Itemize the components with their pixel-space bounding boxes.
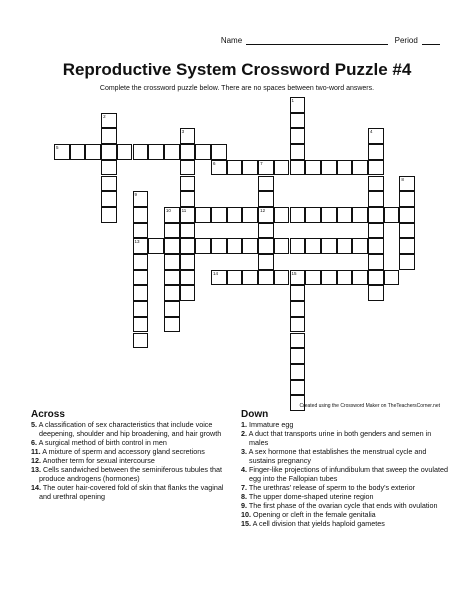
crossword-cell[interactable]: [290, 380, 306, 396]
crossword-cell[interactable]: [211, 270, 227, 286]
clue-number: 2.: [241, 429, 247, 438]
crossword-cell[interactable]: [399, 207, 415, 223]
crossword-cell[interactable]: [399, 223, 415, 239]
clue-number: 15.: [241, 519, 251, 528]
crossword-cell[interactable]: [242, 238, 258, 254]
crossword-cell[interactable]: [290, 301, 306, 317]
crossword-cell[interactable]: [180, 285, 196, 301]
clue-text: A duct that transports urine in both genders and semen in males: [247, 429, 432, 447]
crossword-cell[interactable]: [133, 301, 149, 317]
clue-number: 10.: [241, 510, 251, 519]
crossword-cell[interactable]: [133, 144, 149, 160]
crossword-cell[interactable]: [101, 113, 117, 129]
clue-text: Immature egg: [247, 420, 294, 429]
crossword-cell[interactable]: [321, 270, 337, 286]
crossword-cell[interactable]: [290, 144, 306, 160]
crossword-cell[interactable]: [133, 223, 149, 239]
crossword-cell[interactable]: [54, 144, 70, 160]
crossword-cell[interactable]: [274, 160, 290, 176]
crossword-cell[interactable]: [133, 285, 149, 301]
crossword-cell[interactable]: [164, 317, 180, 333]
across-heading: Across: [31, 409, 65, 420]
crossword-cell[interactable]: [133, 238, 149, 254]
crossword-cell[interactable]: [290, 160, 306, 176]
clue-text: A sex hormone that establishes the menstrual cycle and sustains pregnancy: [247, 447, 427, 465]
cell-number: 1: [291, 98, 295, 103]
crossword-cell[interactable]: [227, 238, 243, 254]
crossword-cell[interactable]: [227, 270, 243, 286]
down-heading: Down: [241, 409, 269, 420]
down-clue: [241, 429, 451, 447]
crossword-cell[interactable]: [164, 285, 180, 301]
crossword-cell[interactable]: [211, 238, 227, 254]
crossword-cell[interactable]: [368, 128, 384, 144]
crossword-cell[interactable]: [368, 223, 384, 239]
crossword-cell[interactable]: [101, 128, 117, 144]
clue-text: The first phase of the ovarian cycle that ends with ovulation: [247, 501, 438, 510]
crossword-cell[interactable]: [305, 207, 321, 223]
clue-number: 12.: [31, 456, 41, 465]
crossword-cell[interactable]: [274, 207, 290, 223]
page-title: Reproductive System Crossword Puzzle #4: [62, 60, 412, 79]
crossword-cell[interactable]: [258, 191, 274, 207]
crossword-cell[interactable]: [242, 207, 258, 223]
cell-number: 9: [134, 192, 138, 198]
crossword-cell[interactable]: [180, 270, 196, 286]
crossword-cell[interactable]: [290, 364, 306, 380]
crossword-cell[interactable]: [368, 238, 384, 254]
crossword-cell[interactable]: [133, 317, 149, 333]
cell-number: 14: [213, 270, 219, 276]
crossword-cell[interactable]: [305, 270, 321, 286]
clue-number: 9.: [241, 501, 247, 510]
crossword-cell[interactable]: [290, 97, 306, 113]
clue-text: Another term for sexual intercourse: [41, 456, 155, 465]
clue-number: 6.: [31, 438, 37, 447]
crossword-cell[interactable]: [70, 144, 86, 160]
crossword-cell[interactable]: [290, 128, 306, 144]
clue-text: A surgical method of birth control in men: [37, 438, 167, 447]
crossword-cell[interactable]: [368, 254, 384, 270]
across-clue: [31, 447, 231, 456]
clue-text: Finger-like projections of infundibulum that sweep the ovulated egg into the Fallopian tubes: [247, 465, 448, 483]
clue-text: The upper dome-shaped uterine region: [247, 492, 374, 501]
cell-number: 3: [181, 129, 185, 135]
clue-text: A classification of sex characteristics that include voice deepening, shoulder and hip broadening, and hair growth: [37, 420, 222, 438]
crossword-cell[interactable]: [352, 160, 368, 176]
crossword-cell[interactable]: [368, 207, 384, 223]
across-clue: [31, 438, 231, 447]
crossword-cell[interactable]: [399, 254, 415, 270]
period-label: Period: [394, 36, 418, 45]
crossword-cell[interactable]: [290, 113, 306, 129]
crossword-cell[interactable]: [101, 160, 117, 176]
across-clue: [31, 465, 231, 483]
crossword-cell[interactable]: [101, 191, 117, 207]
crossword-cell[interactable]: [321, 160, 337, 176]
crossword-cell[interactable]: [352, 207, 368, 223]
crossword-cell[interactable]: [384, 270, 400, 286]
crossword-cell[interactable]: [211, 144, 227, 160]
crossword-cell[interactable]: [180, 176, 196, 192]
cell-number: 12: [260, 207, 266, 213]
crossword-cell[interactable]: [258, 270, 274, 286]
clue-number: 14.: [31, 483, 41, 492]
crossword-cell[interactable]: [305, 160, 321, 176]
crossword-cell[interactable]: [133, 270, 149, 286]
down-clue: [241, 501, 451, 510]
crossword-cell[interactable]: [337, 207, 353, 223]
crossword-cell[interactable]: [211, 160, 227, 176]
cell-number: 11: [181, 207, 187, 213]
crossword-cell[interactable]: [384, 207, 400, 223]
crossword-cell[interactable]: [180, 207, 196, 223]
down-clue: [241, 420, 451, 429]
crossword-cell[interactable]: [290, 207, 306, 223]
crossword-cell[interactable]: [290, 238, 306, 254]
crossword-cell[interactable]: [180, 254, 196, 270]
crossword-cell[interactable]: [101, 207, 117, 223]
crossword-cell[interactable]: [164, 254, 180, 270]
name-label: Name: [220, 36, 243, 45]
crossword-cell[interactable]: [133, 254, 149, 270]
crossword-cell[interactable]: [180, 238, 196, 254]
crossword-cell[interactable]: [164, 270, 180, 286]
down-clue-list: [241, 420, 451, 528]
crossword-cell[interactable]: [368, 285, 384, 301]
cell-number: 4: [370, 129, 373, 135]
crossword-cell[interactable]: [180, 160, 196, 176]
down-clue: [241, 492, 451, 501]
crossword-cell[interactable]: [399, 238, 415, 254]
clue-number: 8.: [241, 492, 247, 501]
crossword-cell[interactable]: [399, 176, 415, 192]
crossword-cell[interactable]: [305, 238, 321, 254]
crossword-cell[interactable]: [258, 160, 274, 176]
crossword-cell[interactable]: [164, 144, 180, 160]
crossword-cell[interactable]: [211, 207, 227, 223]
clue-number: 4.: [241, 465, 247, 474]
across-clue: [31, 420, 231, 438]
crossword-cell[interactable]: [321, 238, 337, 254]
crossword-cell[interactable]: [195, 238, 211, 254]
clue-text: The urethras' release of sperm to the body's exterior: [247, 483, 416, 492]
down-clue: [241, 465, 451, 483]
cell-number: 15: [291, 270, 297, 276]
clue-number: 7.: [241, 483, 247, 492]
across-clues: [31, 410, 231, 501]
cell-number: 6: [213, 160, 216, 166]
crossword-cell[interactable]: [337, 270, 353, 286]
crossword-cell[interactable]: [117, 144, 133, 160]
cell-number: 13: [134, 239, 140, 245]
crossword-cell[interactable]: [180, 223, 196, 239]
clue-number: 5.: [31, 420, 37, 429]
crossword-cell[interactable]: [180, 144, 196, 160]
clue-text: A mixture of sperm and accessory gland secretions: [40, 447, 205, 456]
crossword-cell[interactable]: [258, 207, 274, 223]
crossword-cell[interactable]: [368, 160, 384, 176]
down-clue: [241, 447, 451, 465]
down-clue: [241, 519, 451, 528]
crossword-cell[interactable]: [290, 333, 306, 349]
cell-number: 5: [56, 145, 59, 151]
crossword-cell[interactable]: [352, 270, 368, 286]
credit-text: Created using the Crossword Maker on TheTeachersCorner.net: [299, 403, 440, 409]
crossword-cell[interactable]: [101, 144, 117, 160]
clue-number: 1.: [241, 420, 247, 429]
crossword-cell[interactable]: [290, 270, 306, 286]
crossword-cell[interactable]: [164, 223, 180, 239]
crossword-cell[interactable]: [258, 238, 274, 254]
crossword-cell[interactable]: [180, 128, 196, 144]
crossword-cell[interactable]: [274, 238, 290, 254]
crossword-cell[interactable]: [195, 144, 211, 160]
crossword-cell[interactable]: [242, 270, 258, 286]
crossword-cell[interactable]: [195, 207, 211, 223]
across-clue: [31, 456, 231, 465]
crossword-cell[interactable]: [290, 285, 306, 301]
crossword-cell[interactable]: [368, 144, 384, 160]
crossword-cell[interactable]: [274, 270, 290, 286]
crossword-cell[interactable]: [133, 207, 149, 223]
crossword-cell[interactable]: [85, 144, 101, 160]
clue-number: 3.: [241, 447, 247, 456]
crossword-cell[interactable]: [164, 207, 180, 223]
crossword-cell[interactable]: [337, 238, 353, 254]
crossword-cell[interactable]: [258, 254, 274, 270]
clue-text: The outer hair-covered fold of skin that flanks the vaginal and urethral opening: [39, 483, 224, 501]
down-clue: [241, 510, 451, 519]
clue-number: 11.: [31, 447, 41, 456]
crossword-cell[interactable]: [133, 333, 149, 349]
cell-number: 10: [165, 207, 171, 213]
crossword-cell[interactable]: [164, 238, 180, 254]
clue-text: Opening or cleft in the female genitalia: [251, 510, 376, 519]
clue-text: Cells sandwiched between the seminiferous tubules that produce androgens (hormones): [39, 465, 222, 483]
cell-number: 7: [260, 160, 263, 166]
crossword-cell[interactable]: [290, 317, 306, 333]
crossword-cell[interactable]: [180, 191, 196, 207]
crossword-cell[interactable]: [164, 301, 180, 317]
clue-text: A cell division that yields haploid gametes: [251, 519, 385, 528]
cell-number: 8: [401, 176, 404, 182]
crossword-cell[interactable]: [352, 238, 368, 254]
crossword-cell[interactable]: [399, 191, 415, 207]
crossword-cell[interactable]: [321, 207, 337, 223]
crossword-cell[interactable]: [368, 191, 384, 207]
clue-number: 13.: [31, 465, 41, 474]
crossword-cell[interactable]: [148, 238, 164, 254]
crossword-cell[interactable]: [242, 160, 258, 176]
crossword-cell[interactable]: [133, 191, 149, 207]
crossword-cell[interactable]: [227, 207, 243, 223]
crossword-cell[interactable]: [337, 160, 353, 176]
instructions: Complete the crossword puzzle below. There are no spaces between two-word answers.: [99, 85, 375, 92]
across-clue: [31, 483, 231, 501]
crossword-cell[interactable]: [258, 176, 274, 192]
cell-number: 2: [103, 113, 106, 119]
down-clues: [241, 410, 451, 528]
across-clue-list: [31, 420, 231, 501]
crossword-cell[interactable]: [227, 160, 243, 176]
down-clue: [241, 483, 451, 492]
crossword-cell[interactable]: [368, 270, 384, 286]
crossword-cell[interactable]: [101, 176, 117, 192]
crossword-cell[interactable]: [368, 176, 384, 192]
crossword-cell[interactable]: [148, 144, 164, 160]
crossword-cell[interactable]: [258, 223, 274, 239]
crossword-cell[interactable]: [290, 348, 306, 364]
